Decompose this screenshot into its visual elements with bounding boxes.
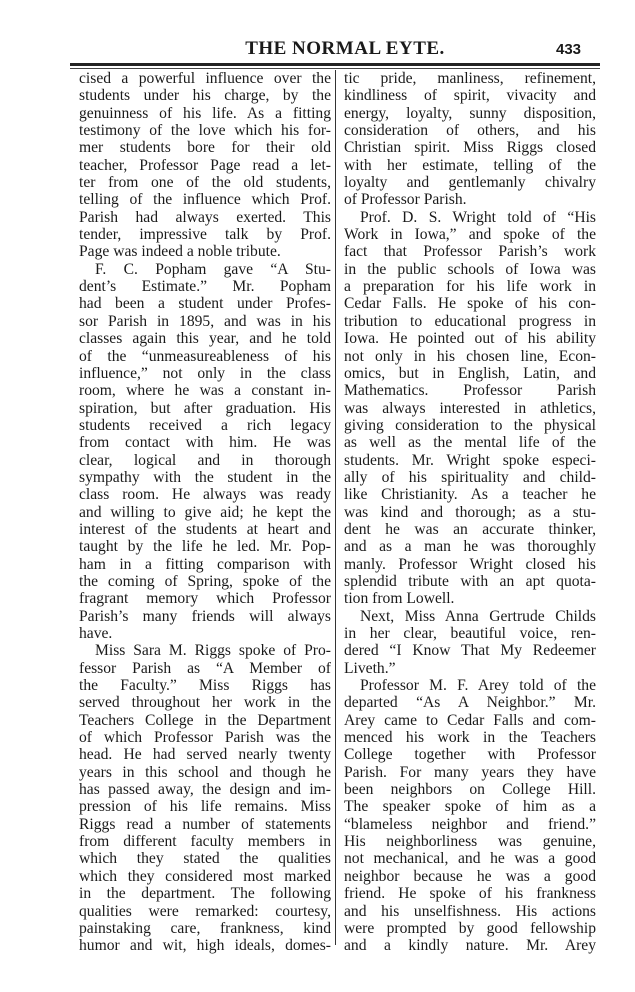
text-line: been neighbors on College Hill. xyxy=(344,781,596,799)
text-line: pression of his life remains. Miss xyxy=(79,798,331,816)
text-line: which they stated the qualities xyxy=(79,850,331,868)
text-line: which they considered most marked xyxy=(79,867,331,885)
text-line: served throughout her work in the xyxy=(79,694,331,712)
text-line: as well as the mental life of the xyxy=(344,434,596,452)
text-line: spiration, but after graduation. His xyxy=(79,399,331,417)
text-line: ter from one of the old students, xyxy=(79,174,331,192)
text-line: Page was indeed a noble tribute. xyxy=(79,243,281,261)
text-line: room, where he was a constant in- xyxy=(79,382,331,400)
column-divider xyxy=(335,70,336,945)
text-line: Parish had always exerted. This xyxy=(79,208,331,226)
text-line: Liveth.” xyxy=(344,659,396,677)
text-line: was kind and thorough; as a stu- xyxy=(344,503,596,521)
text-line: with her estimate, telling of the xyxy=(344,156,596,174)
text-line: were prompted by good fellowship xyxy=(344,919,596,937)
text-line: students under his charge, by the xyxy=(79,87,331,105)
text-line: Miss Sara M. Riggs spoke of Pro- xyxy=(95,642,331,660)
text-line: the Faculty.” Miss Riggs has xyxy=(79,677,331,695)
text-line: class room. He always was ready xyxy=(79,486,331,504)
text-line: ham in a fitting comparison with xyxy=(79,555,331,573)
text-line: tic pride, manliness, refinement, xyxy=(344,70,596,87)
text-line: not mechanical, and he was a good xyxy=(344,850,596,868)
text-line: loyalty and gentlemanly chivalry xyxy=(344,174,596,192)
text-line: Arey came to Cedar Falls and com- xyxy=(344,711,596,729)
text-line: splendid tribute with an apt quota- xyxy=(344,572,596,590)
text-line: tender, impressive talk by Prof. xyxy=(79,226,331,244)
text-line: manly. Professor Wright closed his xyxy=(344,555,596,573)
text-line: from contact with him. He was xyxy=(79,434,331,452)
text-line: kindliness of spirit, vivacity and xyxy=(344,87,596,105)
text-line: teacher, Professor Page read a let- xyxy=(79,156,331,174)
text-line: like Christianity. As a teacher he xyxy=(344,486,596,504)
text-line: have. xyxy=(79,625,113,642)
text-line: in the public schools of Iowa was xyxy=(344,260,596,278)
text-line: sor Parish in 1895, and was in his xyxy=(79,312,331,330)
text-line: College together with Professor xyxy=(344,746,596,764)
text-line: dered “I Know That My Redeemer xyxy=(344,642,596,660)
text-line: His neighborliness was genuine, xyxy=(344,833,596,851)
text-line: students received a rich legacy xyxy=(79,416,331,434)
text-line: Professor M. F. Arey told of the xyxy=(360,677,596,695)
text-line: of the “unmeasureableness of his xyxy=(79,347,331,365)
text-line: menced his work in the Teachers xyxy=(344,729,596,747)
text-line: fessor Parish as “A Member of xyxy=(79,659,331,677)
text-line: departed “As A Neighbor.” Mr. xyxy=(344,694,596,712)
text-line: a preparation for his life work in xyxy=(344,278,596,296)
text-line: and as a man he was thoroughly xyxy=(344,538,596,556)
text-line: sympathy with the student in the xyxy=(79,468,331,486)
text-line: and a kindly nature. Mr. Arey xyxy=(344,937,596,955)
page-number: 433 xyxy=(556,41,582,58)
text-line: neighbor because he was a good xyxy=(344,867,596,885)
left-column xyxy=(79,70,331,955)
text-line: and willing to give aid; he kept the xyxy=(79,503,331,521)
text-line: Parish. For many years they have xyxy=(344,763,596,781)
text-line: “blameless neighbor and friend.” xyxy=(344,815,596,833)
text-line: Teachers College in the Department xyxy=(79,711,331,729)
text-line: Cedar Falls. He spoke of his con- xyxy=(344,295,596,313)
text-line: in her clear, beautiful voice, ren- xyxy=(344,625,596,642)
text-line: has passed away, the design and im- xyxy=(79,781,331,799)
text-line: Parish’s many friends will always xyxy=(79,607,331,625)
header-rule-thick xyxy=(70,63,600,66)
text-line: F. C. Popham gave “A Stu- xyxy=(95,260,331,278)
text-line: Prof. D. S. Wright told of “His xyxy=(360,208,596,226)
text-line: was always interested in athletics, xyxy=(344,399,596,417)
text-line: fragrant memory which Professor xyxy=(79,590,331,608)
text-line: The speaker spoke of him as a xyxy=(344,798,596,816)
text-line: testimony of the love which his for- xyxy=(79,122,331,140)
text-line: interest of the students at heart and xyxy=(79,520,331,538)
header-rule-thin xyxy=(70,68,600,69)
text-line: not only in his chosen line, Econ- xyxy=(344,347,596,365)
text-line: friend. He spoke of his frankness xyxy=(344,885,596,903)
text-line: years in this school and though he xyxy=(79,763,331,781)
text-line: humor and wit, high ideals, domes- xyxy=(79,937,331,955)
text-line: qualities were remarked: courtesy, xyxy=(79,902,331,920)
text-line: in the department. The following xyxy=(79,885,331,903)
text-line: Work in Iowa,” and spoke of the xyxy=(344,226,596,244)
text-line: influence,” not only in the class xyxy=(79,364,331,382)
text-line: omics, but in English, Latin, and xyxy=(344,364,596,382)
text-line: fact that Professor Parish’s work xyxy=(344,243,596,261)
text-line: energy, loyalty, sunny disposition, xyxy=(344,104,596,122)
text-line: ally of his spirituality and child- xyxy=(344,468,596,486)
text-line: dent’s Estimate.” Mr. Popham xyxy=(79,278,331,296)
text-line: painstaking care, frankness, kind xyxy=(79,919,331,937)
text-line: head. He had served nearly twenty xyxy=(79,746,331,764)
text-line: cised a powerful influence over the xyxy=(79,70,331,87)
text-line: tribution to educational progress in xyxy=(344,312,596,330)
text-line: students. Mr. Wright spoke especi- xyxy=(344,451,596,469)
text-line: mer students bore for their old xyxy=(79,139,331,157)
text-line: Riggs read a number of statements xyxy=(79,815,331,833)
text-line: of which Professor Parish was the xyxy=(79,729,331,747)
text-line: genuinness of his life. As a fitting xyxy=(79,104,331,122)
text-line: telling of the influence which Prof. xyxy=(79,191,331,209)
text-line: Mathematics. Professor Parish xyxy=(344,382,596,400)
text-line: giving consideration to the physical xyxy=(344,416,596,434)
text-line: of Professor Parish. xyxy=(344,191,467,209)
text-line: had been a student under Profes- xyxy=(79,295,331,313)
text-line: Christian spirit. Miss Riggs closed xyxy=(344,139,596,157)
text-line: dent he was an accurate thinker, xyxy=(344,520,596,538)
text-line: Iowa. He pointed out of his ability xyxy=(344,330,596,348)
text-line: classes again this year, and he told xyxy=(79,330,331,348)
text-line: clear, logical and in thorough xyxy=(79,451,331,469)
running-header-title: THE NORMAL EYTE. xyxy=(245,38,445,59)
text-line: the coming of Spring, spoke of the xyxy=(79,572,331,590)
text-line: and his unselfishness. His actions xyxy=(344,902,596,920)
text-line: from different faculty members in xyxy=(79,833,331,851)
text-line: tion from Lowell. xyxy=(344,590,455,608)
right-column xyxy=(344,70,596,955)
text-line: Next, Miss Anna Gertrude Childs xyxy=(360,607,596,625)
text-line: consideration of others, and his xyxy=(344,122,596,140)
text-line: taught by the life he led. Mr. Pop- xyxy=(79,538,331,556)
